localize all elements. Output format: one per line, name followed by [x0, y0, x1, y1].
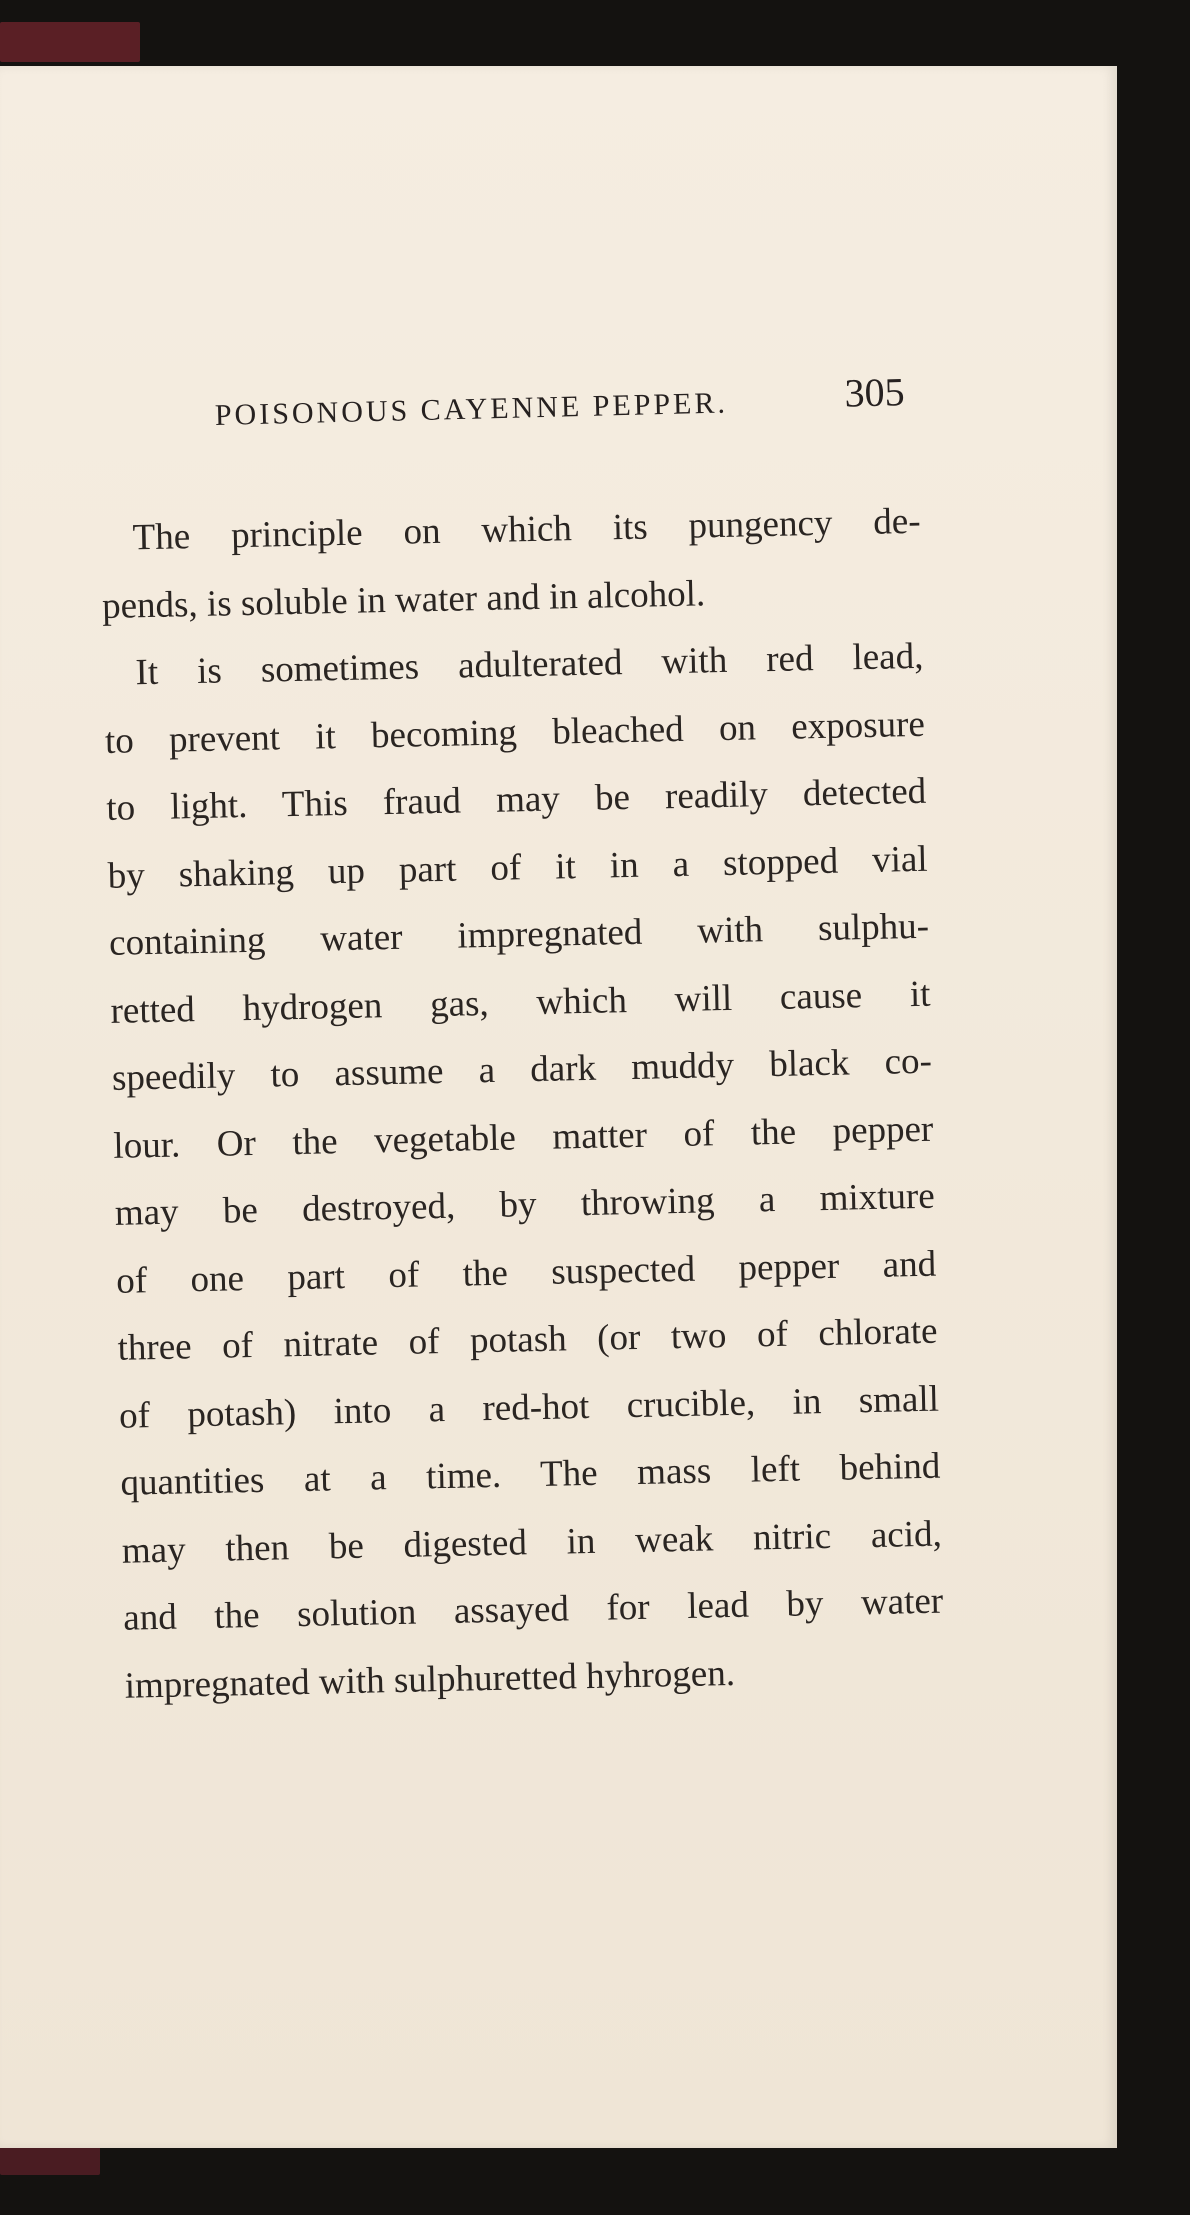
text-line: three of nitrate of potash (or two of chlorate	[117, 1310, 938, 1369]
text-line: retted hydrogen gas, which will cause it	[110, 973, 931, 1032]
binding-edge-top	[0, 22, 140, 62]
binding-edge-bottom	[0, 2145, 100, 2175]
text-line: and the solution assayed for lead by water	[122, 1580, 944, 1639]
page-number: 305	[843, 369, 906, 416]
text-line: lour. Or the vegetable matter of the pepper	[112, 1108, 934, 1167]
text-line: speedily to assume a dark muddy black co-	[111, 1040, 933, 1099]
text-line: quantities at a time. The mass left behind	[120, 1445, 941, 1504]
text-line: to light. This fraud may be readily detected	[105, 770, 927, 829]
running-head: POISONOUS CAYENNE PEPPER.	[214, 386, 729, 432]
text-line: may be destroyed, by throwing a mixture	[114, 1175, 936, 1234]
text-line: pends, is soluble in water and in alcohol.	[101, 572, 706, 627]
text-line: of potash) into a red-hot crucible, in small	[118, 1378, 940, 1437]
text-line: by shaking up part of it in a stopped vial	[107, 838, 929, 897]
text-line: It is sometimes adulterated with red lead,	[135, 635, 924, 694]
text-line: of one part of the suspected pepper and	[115, 1243, 937, 1302]
text-line: containing water impregnated with sulphu-	[108, 905, 930, 964]
body-text	[100, 488, 945, 1720]
text-line: impregnated with sulphuretted hyhrogen.	[124, 1652, 736, 1707]
text-line: The principle on which its pungency de-	[132, 500, 921, 559]
text-line: to prevent it becoming bleached on exposure	[104, 703, 926, 762]
text-line: may then be digested in weak nitric acid,	[121, 1513, 943, 1572]
